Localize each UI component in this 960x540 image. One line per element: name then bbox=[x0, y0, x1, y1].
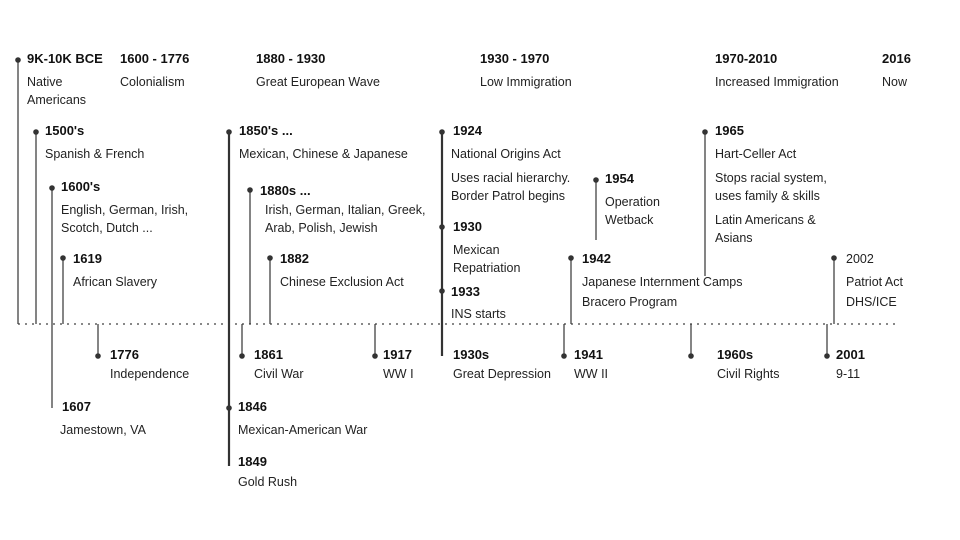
event-text: Independence bbox=[110, 367, 190, 381]
event-year: 1882 bbox=[280, 251, 309, 266]
marker-dot bbox=[561, 353, 567, 359]
marker-dot bbox=[15, 57, 21, 63]
era-years: 1930 - 1970 bbox=[480, 51, 550, 66]
event-year: 1619 bbox=[73, 251, 102, 266]
event-text: English, German, Irish, Scotch, Dutch ... bbox=[61, 203, 189, 235]
event-text: Gold Rush bbox=[238, 475, 298, 489]
marker-dot bbox=[372, 353, 378, 359]
event-text: DHS/ICE bbox=[846, 295, 897, 309]
marker-stems bbox=[15, 57, 837, 466]
marker-dot bbox=[33, 129, 39, 135]
event-text: Mexican-American War bbox=[238, 423, 368, 437]
era-years: 1970-2010 bbox=[715, 51, 778, 66]
event-year: 1500's bbox=[45, 123, 85, 138]
marker-dot bbox=[831, 255, 837, 261]
marker-dot bbox=[49, 185, 55, 191]
marker-dot bbox=[439, 129, 445, 135]
marker-dot bbox=[247, 187, 253, 193]
event-text: Mexican, Chinese & Japanese bbox=[239, 147, 408, 161]
event-year: 1861 bbox=[254, 347, 283, 362]
event-year: 1880s ... bbox=[260, 183, 311, 198]
event-year: 1930s bbox=[453, 347, 490, 362]
event-year: 1930 bbox=[453, 219, 482, 234]
event-text: Latin Americans & Asians bbox=[715, 213, 816, 245]
event-year: 1600's bbox=[61, 179, 101, 194]
event-year: 1960s bbox=[717, 347, 754, 362]
era-label: Colonialism bbox=[120, 75, 185, 89]
era-label: Increased Immigration bbox=[715, 75, 839, 89]
event-year: 1846 bbox=[238, 399, 267, 414]
event-text: Uses racial hierarchy. Border Patrol begins bbox=[451, 171, 571, 203]
marker-dot bbox=[439, 224, 445, 230]
marker-dot bbox=[568, 255, 574, 261]
event-year: 1849 bbox=[238, 454, 267, 469]
event-text: WW I bbox=[383, 367, 414, 381]
marker-dot bbox=[226, 129, 232, 135]
event-text: National Origins Act bbox=[451, 147, 561, 161]
marker-dot bbox=[95, 353, 101, 359]
event-year: 1942 bbox=[582, 251, 611, 266]
marker-dot bbox=[824, 353, 830, 359]
event-year: 1941 bbox=[574, 347, 603, 362]
marker-dot bbox=[688, 353, 694, 359]
event-text: Japanese Internment Camps bbox=[582, 275, 743, 289]
event-text: Stops racial system, uses family & skills bbox=[715, 171, 827, 203]
event-text: Spanish & French bbox=[45, 147, 145, 161]
event-year: 1965 bbox=[715, 123, 744, 138]
event-text: Mexican Repatriation bbox=[453, 243, 521, 275]
marker-dot bbox=[226, 405, 232, 411]
marker-dot bbox=[593, 177, 599, 183]
event-year: 1954 bbox=[605, 171, 634, 186]
era-years: 1880 - 1930 bbox=[256, 51, 326, 66]
event-text: WW II bbox=[574, 367, 609, 381]
event-text: Jamestown, VA bbox=[60, 423, 146, 437]
event-text: Operation Wetback bbox=[605, 195, 660, 227]
event-text: Civil Rights bbox=[717, 367, 780, 381]
event-text: Civil War bbox=[254, 367, 304, 381]
event-year: 2001 bbox=[836, 347, 865, 362]
event-text: Irish, German, Italian, Greek, Arab, Polish, Jewish bbox=[265, 203, 426, 235]
marker-dot bbox=[267, 255, 273, 261]
event-text: African Slavery bbox=[73, 275, 158, 289]
era-label: Native Americans bbox=[27, 75, 87, 107]
event-text: Great Depression bbox=[453, 367, 551, 381]
era-years: 9K-10K BCE bbox=[27, 51, 103, 66]
event-text: Bracero Program bbox=[582, 295, 678, 309]
era-label: Low Immigration bbox=[480, 75, 572, 89]
event-text: Hart-Celler Act bbox=[715, 147, 797, 161]
event-year: 2002 bbox=[846, 252, 874, 266]
marker-dot bbox=[702, 129, 708, 135]
era-label: Great European Wave bbox=[256, 75, 380, 89]
event-year: 1917 bbox=[383, 347, 412, 362]
event-text: Patriot Act bbox=[846, 275, 903, 289]
marker-dot bbox=[60, 255, 66, 261]
marker-dot bbox=[239, 353, 245, 359]
marker-dot bbox=[439, 288, 445, 294]
event-text: INS starts bbox=[451, 307, 506, 321]
event-year: 1850's ... bbox=[239, 123, 293, 138]
event-year: 1607 bbox=[62, 399, 91, 414]
era-years: 1600 - 1776 bbox=[120, 51, 190, 66]
event-text: 9-11 bbox=[836, 367, 861, 381]
event-text: Chinese Exclusion Act bbox=[280, 275, 404, 289]
event-year: 1924 bbox=[453, 123, 482, 138]
era-years: 2016 bbox=[882, 51, 911, 66]
event-year: 1776 bbox=[110, 347, 139, 362]
event-year: 1933 bbox=[451, 284, 480, 299]
era-label: Now bbox=[882, 75, 908, 89]
